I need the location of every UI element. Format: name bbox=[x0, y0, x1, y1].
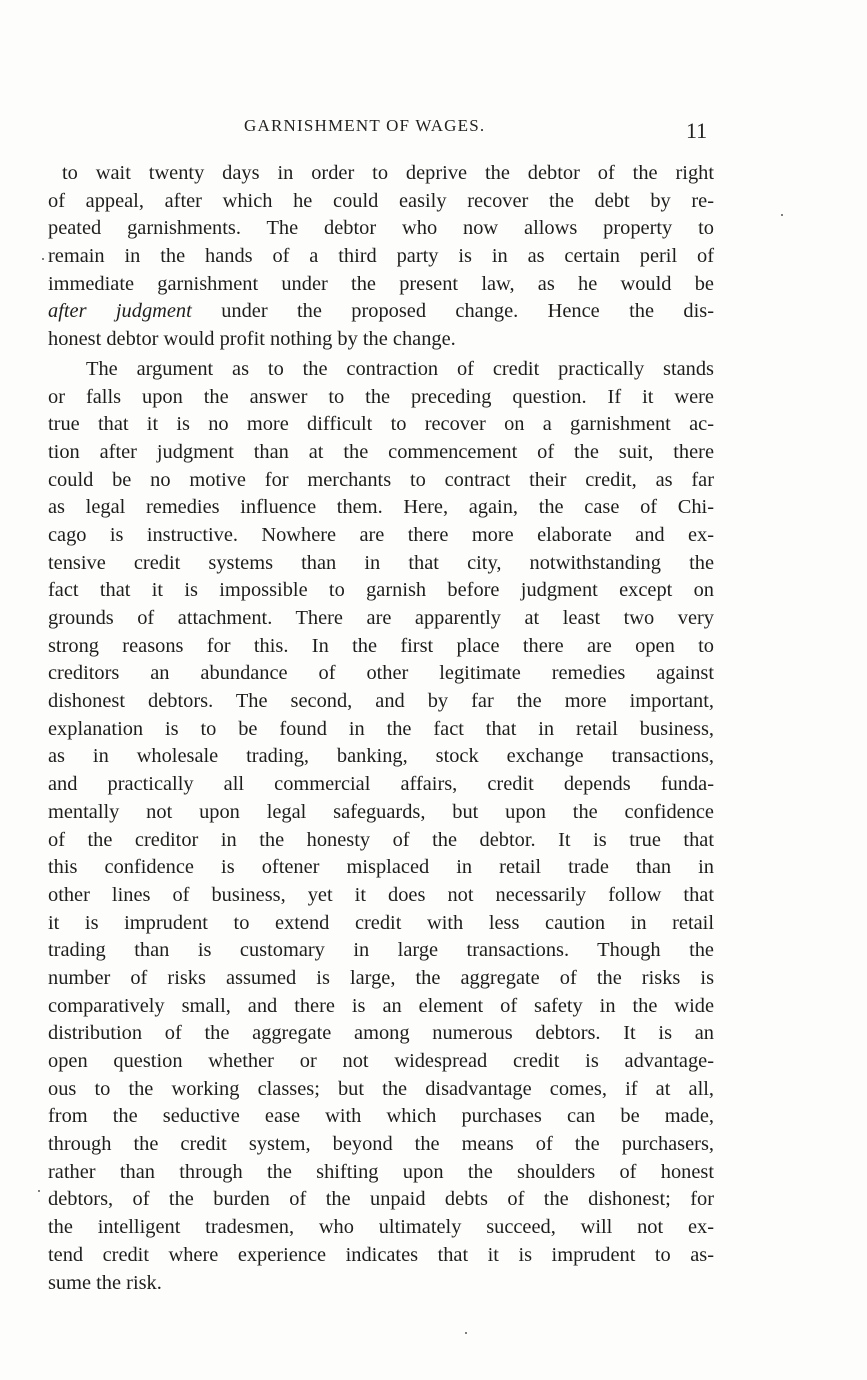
text-line: The argument as to the contraction of credit practically stands bbox=[86, 357, 714, 380]
text-line: tensive credit systems than in that city, notwithstanding the bbox=[48, 551, 714, 574]
page-number: 11 bbox=[686, 118, 708, 143]
text-line: trading than is customary in large transactions. Though the bbox=[48, 939, 714, 962]
text-line: explanation is to be found in the fact that in retail business, bbox=[48, 717, 714, 740]
text-line: of appeal, after which he could easily recover the debt by re- bbox=[48, 189, 714, 212]
italic-phrase: after judgment bbox=[48, 300, 192, 323]
text-line: creditors an abundance of other legitimate remedies against bbox=[48, 662, 714, 685]
text-line: honest debtor would profit nothing by the change. bbox=[48, 328, 456, 351]
text-line: distribution of the aggregate among numerous debtors. It is an bbox=[48, 1022, 714, 1045]
text-line: dishonest debtors. The second, and by far the more important, bbox=[48, 690, 714, 713]
text-line: true that it is no more difficult to recover on a garnishment ac- bbox=[48, 413, 714, 436]
text-line: the intelligent tradesmen, who ultimately succeed, will not ex- bbox=[48, 1216, 714, 1239]
text-line: other lines of business, yet it does not necessarily follow that bbox=[48, 883, 714, 906]
text-line: grounds of attachment. There are apparently at least two very bbox=[48, 607, 714, 629]
text-line: from the seductive ease with which purchases can be made, bbox=[48, 1105, 714, 1128]
print-speck bbox=[38, 1190, 40, 1192]
text-line: tion after judgment than at the commencement of the suit, there bbox=[48, 440, 714, 463]
running-head bbox=[0, 116, 867, 146]
text-line: open question whether or not widespread credit is advantage- bbox=[48, 1050, 714, 1072]
text-line: could be no motive for merchants to contract their credit, as far bbox=[48, 468, 714, 491]
text-line: comparatively small, and there is an element of safety in the wide bbox=[48, 994, 714, 1017]
text-line: this confidence is oftener misplaced in retail trade than in bbox=[48, 856, 714, 879]
text-line: ous to the working classes; but the disadvantage comes, if at all, bbox=[48, 1077, 714, 1100]
paragraph-1 bbox=[48, 160, 714, 354]
text-line: fact that it is impossible to garnish before judgment except on bbox=[48, 579, 714, 602]
text-line: it is imprudent to extend credit with less caution in retail bbox=[48, 911, 714, 934]
print-speck bbox=[42, 258, 44, 260]
text-line: tend credit where experience indicates that it is imprudent to as- bbox=[48, 1243, 714, 1266]
text-line: cago is instructive. Nowhere are there more elaborate and ex- bbox=[48, 523, 714, 546]
text-line: mentally not upon legal safeguards, but upon the confidence bbox=[48, 800, 714, 823]
text-line: rather than through the shifting upon the shoulders of honest bbox=[48, 1160, 714, 1183]
paragraph-2 bbox=[48, 356, 714, 1297]
text-line: through the credit system, beyond the means of the purchasers, bbox=[48, 1133, 714, 1156]
text-line: immediate garnishment under the present law, as he would be bbox=[48, 272, 714, 295]
text-line: number of risks assumed is large, the aggregate of the risks is bbox=[48, 966, 714, 989]
text-line: as legal remedies influence them. Here, again, the case of Chi- bbox=[48, 496, 714, 519]
text-line-rest: under the proposed change. Hence the dis- bbox=[221, 300, 714, 323]
text-line: of the creditor in the honesty of the debtor. It is true that bbox=[48, 828, 714, 851]
text-line-with-italic bbox=[48, 298, 714, 326]
print-speck bbox=[465, 1332, 467, 1334]
text-line: and practically all commercial affairs, credit depends funda- bbox=[48, 773, 714, 796]
text-line: strong reasons for this. In the first place there are open to bbox=[48, 634, 714, 657]
running-title: GARNISHMENT OF WAGES. bbox=[244, 116, 486, 135]
print-speck bbox=[781, 214, 783, 216]
body-text bbox=[48, 160, 714, 1297]
text-line: peated garnishments. The debtor who now allows property to bbox=[48, 217, 714, 240]
text-line: sume the risk. bbox=[48, 1271, 162, 1294]
text-line: debtors, of the burden of the unpaid debts of the dishonest; for bbox=[48, 1188, 714, 1211]
text-line: to wait twenty days in order to deprive the debtor of the right bbox=[62, 162, 714, 184]
text-line: or falls upon the answer to the preceding question. If it were bbox=[48, 385, 714, 408]
text-line: as in wholesale trading, banking, stock exchange transactions, bbox=[48, 745, 714, 768]
text-line: remain in the hands of a third party is in as certain peril of bbox=[48, 245, 714, 268]
